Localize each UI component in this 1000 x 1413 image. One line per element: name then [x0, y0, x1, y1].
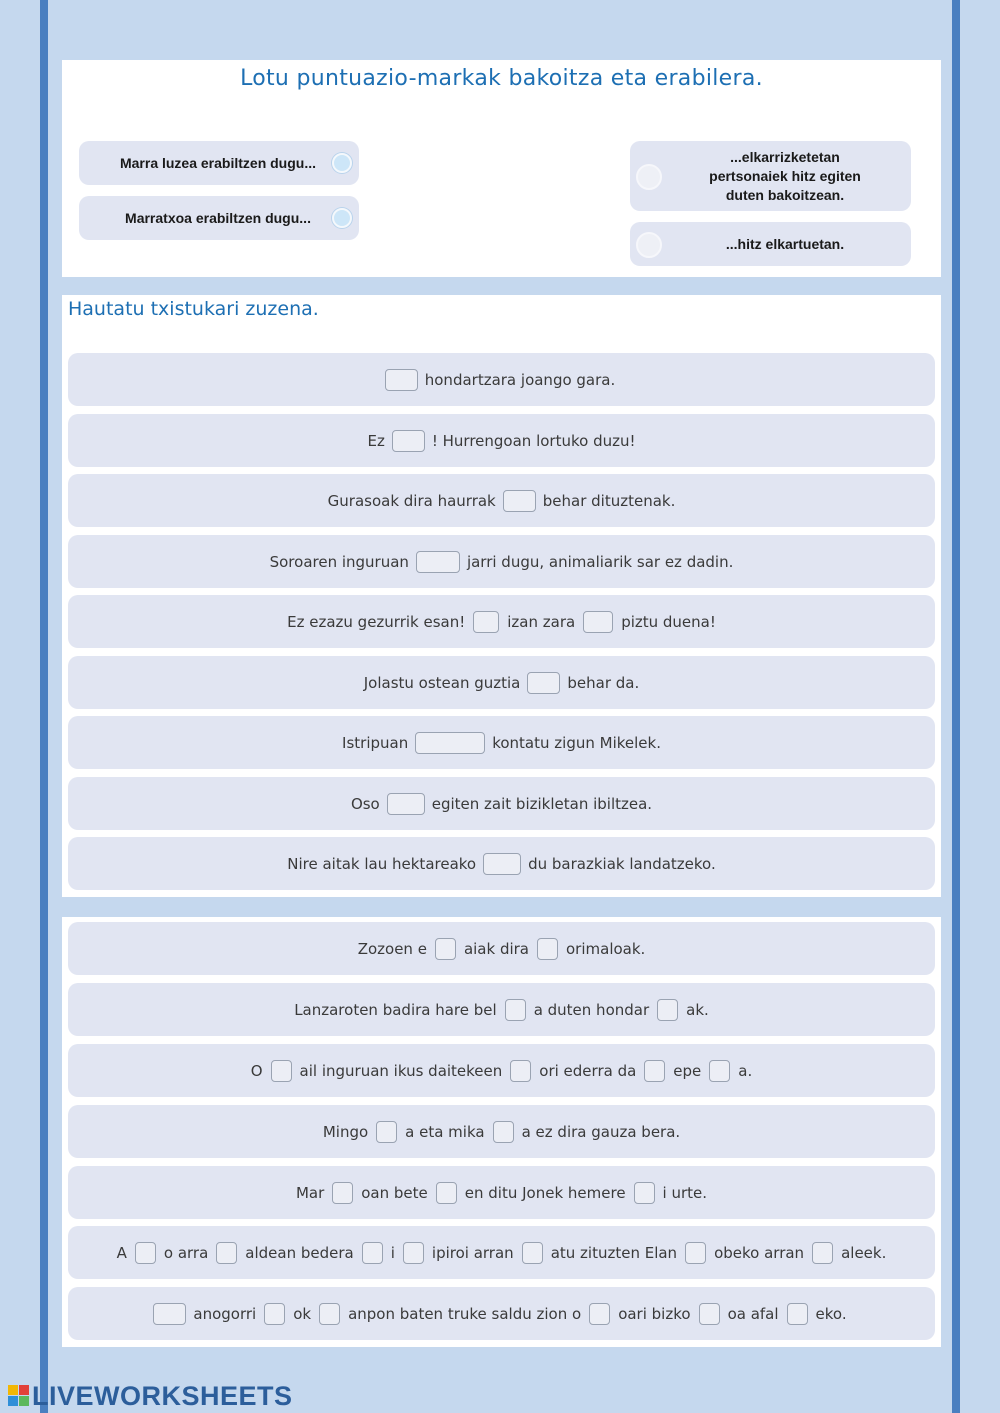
match-right-item-1[interactable]	[630, 141, 911, 211]
answer-dropdown[interactable]	[392, 430, 425, 452]
match-left-label-2: Marratxoa erabiltzen dugu...	[125, 210, 311, 226]
sentence-text: o arra	[163, 1243, 209, 1262]
sentence-text: Ez	[367, 431, 385, 450]
answer-dropdown[interactable]	[362, 1242, 383, 1264]
sentence-text: en ditu Jonek hemere	[464, 1183, 626, 1202]
answer-dropdown[interactable]	[493, 1121, 514, 1143]
fill-letters-panel	[62, 917, 941, 1347]
sentence-row	[68, 1044, 935, 1097]
sentence-text: epe	[673, 1061, 702, 1080]
liveworksheets-logo	[8, 1382, 293, 1410]
sentence-text: eko.	[815, 1304, 847, 1323]
answer-dropdown[interactable]	[812, 1242, 833, 1264]
sentence-text: ! Hurrengoan lortuko duzu!	[431, 431, 636, 450]
answer-dropdown[interactable]	[153, 1303, 186, 1325]
answer-dropdown[interactable]	[403, 1242, 424, 1264]
sentence-row	[68, 922, 935, 975]
sentence-text: a duten hondar	[533, 1000, 650, 1019]
sentence-text: aleek.	[841, 1243, 887, 1262]
sentence-text: anogorri	[193, 1304, 257, 1323]
matching-panel	[62, 60, 941, 277]
match-left-label-1: Marra luzea erabiltzen dugu...	[119, 155, 317, 171]
match-right-item-2[interactable]	[630, 222, 911, 266]
answer-dropdown[interactable]	[416, 551, 460, 573]
right-border-bar	[952, 0, 960, 1413]
sentence-text: A	[116, 1243, 127, 1262]
match-connector-dot[interactable]	[332, 208, 352, 228]
answer-dropdown[interactable]	[522, 1242, 543, 1264]
sentence-text: i	[390, 1243, 395, 1262]
answer-dropdown[interactable]	[319, 1303, 340, 1325]
sentence-text: i urte.	[662, 1183, 708, 1202]
answer-dropdown[interactable]	[376, 1121, 397, 1143]
sentence-text: behar dituztenak.	[542, 491, 676, 510]
sibilant-title: Hautatu txistukari zuzena.	[68, 298, 319, 320]
answer-dropdown[interactable]	[527, 672, 560, 694]
sentence-text: Soroaren inguruan	[269, 552, 409, 571]
sentence-text: a.	[738, 1061, 753, 1080]
sentence-text: du barazkiak landatzeko.	[528, 854, 716, 873]
sentence-row	[68, 474, 935, 527]
logo-text: LIVEWORKSHEETS	[32, 1380, 293, 1411]
sentence-text: a eta mika	[405, 1122, 485, 1141]
sentence-row	[68, 716, 935, 769]
sentence-text: Nire aitak lau hektareako	[287, 854, 477, 873]
answer-dropdown[interactable]	[473, 611, 499, 633]
answer-dropdown[interactable]	[135, 1242, 156, 1264]
answer-dropdown[interactable]	[787, 1303, 808, 1325]
sentence-row	[68, 595, 935, 648]
right-margin	[960, 0, 1000, 1413]
sentence-text: oari bizko	[618, 1304, 691, 1323]
answer-dropdown[interactable]	[583, 611, 613, 633]
sentence-text: Gurasoak dira haurrak	[327, 491, 496, 510]
sentence-row	[68, 656, 935, 709]
answer-dropdown[interactable]	[510, 1060, 531, 1082]
logo-blocks-icon	[8, 1385, 30, 1407]
answer-dropdown[interactable]	[537, 938, 558, 960]
sentence-text: oan bete	[361, 1183, 428, 1202]
sentence-text: a ez dira gauza bera.	[521, 1122, 681, 1141]
answer-dropdown[interactable]	[505, 999, 526, 1021]
answer-dropdown[interactable]	[264, 1303, 285, 1325]
sentence-row	[68, 1287, 935, 1340]
sentence-text: ori ederra da	[539, 1061, 637, 1080]
sentence-text: oa afal	[727, 1304, 779, 1323]
answer-dropdown[interactable]	[435, 938, 456, 960]
matching-title: Lotu puntuazio-markak bakoitza eta erabilera.	[240, 66, 763, 91]
sentence-text: orimaloak.	[566, 939, 646, 958]
match-connector-dot[interactable]	[636, 232, 662, 258]
sentence-row	[68, 837, 935, 890]
answer-dropdown[interactable]	[503, 490, 536, 512]
sentence-row	[68, 535, 935, 588]
answer-dropdown[interactable]	[709, 1060, 730, 1082]
sentence-text: ak.	[686, 1000, 709, 1019]
sentence-row	[68, 777, 935, 830]
sentence-text: O	[250, 1061, 263, 1080]
sentence-text: Mingo	[322, 1122, 369, 1141]
answer-dropdown[interactable]	[387, 793, 425, 815]
sentence-text: hondartzara joango gara.	[424, 370, 616, 389]
sentence-text: kontatu zigun Mikelek.	[492, 733, 661, 752]
answer-dropdown[interactable]	[436, 1182, 457, 1204]
answer-dropdown[interactable]	[589, 1303, 610, 1325]
answer-dropdown[interactable]	[415, 732, 485, 754]
sentence-text: aiak dira	[463, 939, 529, 958]
sentence-text: ipiroi arran	[431, 1243, 514, 1262]
sentence-text: obeko arran	[714, 1243, 805, 1262]
answer-dropdown[interactable]	[271, 1060, 292, 1082]
sentence-text: aldean bedera	[245, 1243, 354, 1262]
answer-dropdown[interactable]	[385, 369, 418, 391]
sentence-text: Ez ezazu gezurrik esan!	[287, 612, 466, 631]
sentence-text: ok	[293, 1304, 312, 1323]
left-border-bar	[40, 0, 48, 1413]
sentence-text: Istripuan	[342, 733, 409, 752]
sentence-text: Zozoen e	[357, 939, 427, 958]
match-left-item-1[interactable]	[79, 141, 359, 185]
answer-dropdown[interactable]	[644, 1060, 665, 1082]
sentence-row	[68, 1226, 935, 1279]
answer-dropdown[interactable]	[483, 853, 521, 875]
sibilant-panel	[62, 295, 941, 897]
answer-dropdown[interactable]	[657, 999, 678, 1021]
answer-dropdown[interactable]	[216, 1242, 237, 1264]
sentence-text: Oso	[350, 794, 380, 813]
match-connector-dot[interactable]	[332, 153, 352, 173]
sentence-text: anpon baten truke saldu zion o	[348, 1304, 582, 1323]
match-right-label-2: ...hitz elkartuetan.	[725, 236, 845, 252]
sentence-row	[68, 414, 935, 467]
sentence-text: behar da.	[567, 673, 640, 692]
sentence-text: Jolastu ostean guztia	[363, 673, 521, 692]
sentence-row	[68, 983, 935, 1036]
answer-dropdown[interactable]	[685, 1242, 706, 1264]
sentence-text: izan zara	[507, 612, 576, 631]
sentence-text: Mar	[295, 1183, 325, 1202]
match-left-item-2[interactable]	[79, 196, 359, 240]
sentence-row	[68, 1166, 935, 1219]
sentence-text: ail inguruan ikus daitekeen	[299, 1061, 503, 1080]
answer-dropdown[interactable]	[699, 1303, 720, 1325]
sentence-row	[68, 1105, 935, 1158]
match-right-label-1: ...elkarrizketetan pertsonaiek hitz egiten duten bakoitzean.	[709, 149, 861, 203]
sentence-text: jarri dugu, animaliarik sar ez dadin.	[466, 552, 734, 571]
sentence-row	[68, 353, 935, 406]
sentence-text: piztu duena!	[621, 612, 716, 631]
sentence-text: atu zituzten Elan	[550, 1243, 678, 1262]
sentence-text: Lanzaroten badira hare bel	[294, 1000, 497, 1019]
sentence-text: egiten zait bizikletan ibiltzea.	[431, 794, 653, 813]
match-connector-dot[interactable]	[636, 164, 662, 190]
answer-dropdown[interactable]	[332, 1182, 353, 1204]
answer-dropdown[interactable]	[634, 1182, 655, 1204]
